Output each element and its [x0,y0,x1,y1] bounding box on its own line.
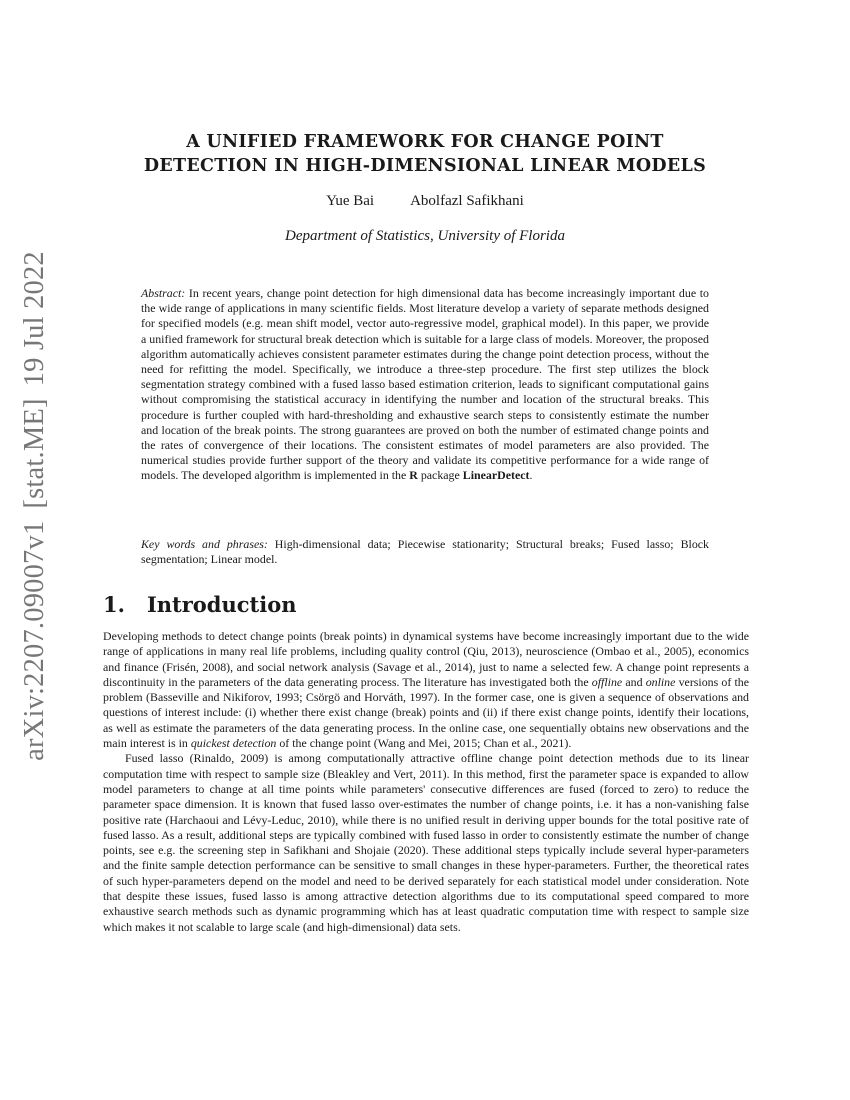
introduction-body [103,629,749,935]
section-title: Introduction [146,592,297,617]
author-name: Yue Bai [326,193,375,209]
abstract-text-b: package [417,468,463,483]
package-name: LinearDetect [462,468,530,483]
author-list [100,193,750,210]
abstract [141,286,709,484]
r-label: R [409,468,418,483]
italic-term: online [645,674,676,689]
section-number: 1. [103,592,125,617]
keywords-text: High-dimensional data; Piecewise stationarity; Structural breaks; Fused lasso; Block segmentation; Linear model. [141,537,709,567]
author-name: Abolfazl Safikhani [410,193,524,209]
abstract-text: In recent years, change point detection for high dimensional data has become increasingly important due to the wide range of applications in many scientific fields. Most literature develop a variety of separate methods designed for specified models (e.g. mean shift model, vector auto-regressive model, graphical model). In this paper, we provide a unified framework for structural break detection which is suitable for a large class of models. Moreover, the proposed algorithm automatically achieves consistent parameter estimates during the change point detection process, without the need for refitting the model. Specifically, we introduce a three-step procedure. The first step utilizes the block segmentation strategy combined with a fused lasso based estimation criterion, leads to significant computational gains without compromising the statistical accuracy in identifying the number and location of the structural breaks. This procedure is further coupled with hard-thresholding and exhaustive search steps to consistently estimate the number and location of the break points. The strong guarantees are proved on both the number of estimated change points and the rates of convergence of their locations. The consistent estimates of model parameters are also provided. The numerical studies provide further support of the theory and validate its competitive performance for a wide range of models. The developed algorithm is implemented in the [141,286,709,483]
arxiv-date: 19 Jul 2022 [19,251,50,387]
title-line-1: A UNIFIED FRAMEWORK FOR CHANGE POINT [186,132,664,152]
paper-title [100,130,750,178]
abstract-label: Abstract: [141,286,186,300]
arxiv-identifier [19,239,51,761]
arxiv-sidebar-stamp [10,251,60,761]
abstract-text-c: . [529,468,533,483]
keywords [141,537,709,567]
section-heading [103,592,297,617]
title-line-2: DETECTION IN HIGH-DIMENSIONAL LINEAR MODELS [143,156,707,176]
italic-term: quickest detection [190,736,277,751]
affiliation: Department of Statistics, University of Florida [285,228,565,244]
text-run: versions of the problem (Basseville and Nikiforov, 1993; Csörgö and Horváth, 1997). In the former case, one is given a sequence of observations and questions of interest include: (i) whether there exist change (break) points and (ii) if there exist change points, identify their locations, as well as estimate the parameters of the data generating process. In the online case, one sequentially obtains new observations and the main interest is in [103,674,749,751]
arxiv-category: [stat.ME] [19,398,50,509]
paragraph: Fused lasso (Rinaldo, 2009) is among computationally attractive offline change point detection methods due to its linear computation time with respect to sample size (Bleakley and Vert, 2011). In this method, first the parameter space is expanded to allow model parameters to change at all time points while parameters' consecutive differences are fused (forced to zero) to reduce the parameter space dimension. It is known that fused lasso over-estimates the number of change points, i.e. it has a non-vanishing false positive rate (Harchaoui and Lévy-Leduc, 2010), while there is no unified result in deriving upper bounds for the total positive rate of fused lasso. As a result, additional steps are typically combined with fused lasso in order to consistently estimate the number of change points, see e.g. the screening step in Safikhani and Shojaie (2020). These additional steps typically include several hyper-parameters and the finite sample detection performance can be sensitive to small changes in these hyper-parameters. Further, the theoretical rates of such hyper-parameters depend on the model and need to be derived separately for each statistical model under consideration. Note that despite these issues, fused lasso is among attractive detection algorithms due to its computational speed compared to more exhaustive search methods such as dynamic programming which has at least quadratic computation time with respect to sample size which makes it not scalable to large scale (and high-dimensional) data sets. [103,751,749,934]
arxiv-id: arXiv:2207.09007v1 [19,520,50,761]
text-run: and [622,674,646,689]
italic-term: offline [591,674,623,689]
text-run: Developing methods to detect change points (break points) in dynamical systems have become increasingly important due to the wide range of applications in many real life problems, including quality control (Qiu, 2013), neuroscience (Ombao et al., 2005), economics and finance (Frisén, 2008), and social network analysis (Savage et al., 2014), just to name a selected few. A change point represents a discontinuity in the parameters of the data generating process. The literature has investigated both the [103,629,749,689]
paragraph [103,629,749,751]
text-run: of the change point (Wang and Mei, 2015; Chan et al., 2021). [276,736,572,751]
keywords-label: Key words and phrases: [141,537,268,551]
